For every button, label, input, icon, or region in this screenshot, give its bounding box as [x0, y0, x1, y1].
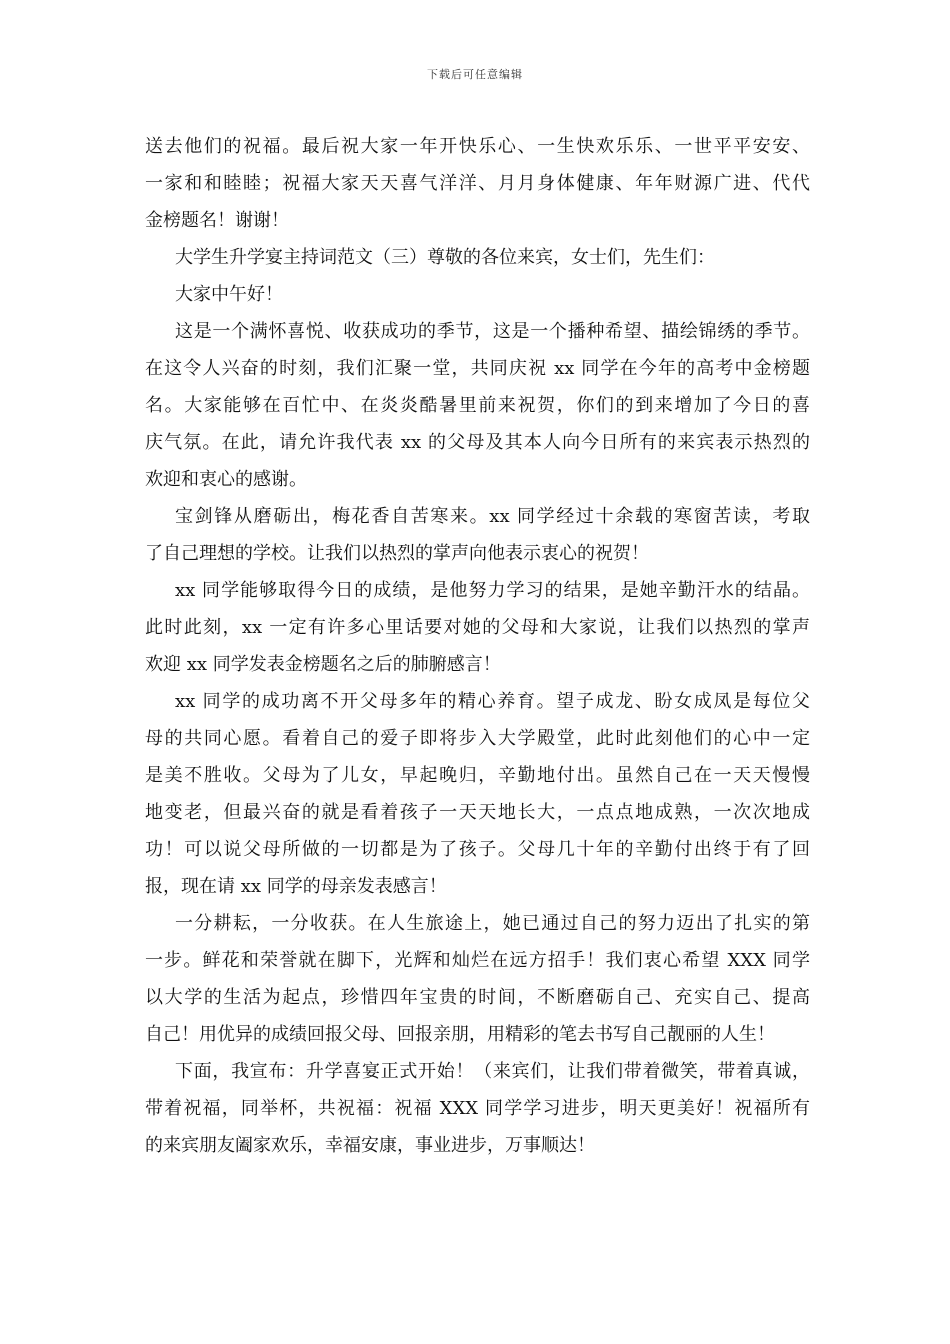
text-line: 母的共同心愿。看着自己的爱子即将步入大学殿堂，此时此刻他们的心中一定: [145, 728, 810, 749]
text-line: 了自己理想的学校。让我们以热烈的掌声向他表示衷心的祝贺！: [145, 543, 649, 564]
text-line: 下面，我宣布：升学喜宴正式开始！（来宾们，让我们带着微笑，带着真诚，: [175, 1061, 810, 1082]
text-line: 功！可以说父母所做的一切都是为了孩子。父母几十年的辛勤付出终于有了回: [145, 839, 810, 860]
text-line: 宝剑锋从磨砺出，梅花香自苦寒来。xx 同学经过十余载的寒窗苦读，考取: [175, 506, 810, 527]
text-line: 这是一个满怀喜悦、收获成功的季节，这是一个播种希望、描绘锦绣的季节。: [175, 321, 810, 342]
text-line: 以大学的生活为起点，珍惜四年宝贵的时间，不断磨砺自己、充实自己、提高: [145, 987, 810, 1008]
text-line: 地变老，但最兴奋的就是看着孩子一天天地长大，一点点地成熟，一次次地成: [145, 802, 810, 823]
text-line: 一家和和睦睦；祝福大家天天喜气洋洋、月月身体健康、年年财源广进、代代: [145, 173, 810, 194]
text-line: 一分耕耘，一分收获。在人生旅途上，她已通过自己的努力迈出了扎实的第: [175, 913, 810, 934]
text-line: 自己！用优异的成绩回报父母、回报亲朋，用精彩的笔去书写自己靓丽的人生！: [145, 1024, 775, 1045]
text-line: 是美不胜收。父母为了儿女，早起晚归，辛勤地付出。虽然自己在一天天慢慢: [145, 765, 810, 786]
text-line: xx 同学能够取得今日的成绩，是他努力学习的结果，是她辛勤汗水的结晶。: [175, 580, 810, 601]
text-line: 此时此刻，xx 一定有许多心里话要对她的父母和大家说，让我们以热烈的掌声: [145, 617, 810, 638]
text-line: 报，现在请 xx 同学的母亲发表感言！: [145, 876, 447, 897]
text-line: 送去他们的祝福。最后祝大家一年开快乐心、一生快欢乐乐、一世平平安安、: [145, 136, 810, 157]
text-line: 的来宾朋友阖家欢乐，幸福安康，事业进步，万事顺达！: [145, 1135, 595, 1156]
text-line: 大学生升学宴主持词范文（三）尊敬的各位来宾，女士们，先生们：: [175, 247, 715, 268]
text-line: 欢迎 xx 同学发表金榜题名之后的肺腑感言！: [145, 654, 501, 675]
page-header: 下载后可任意编辑: [427, 68, 523, 81]
text-line: xx 同学的成功离不开父母多年的精心养育。望子成龙、盼女成凤是每位父: [175, 691, 810, 712]
document-body: [145, 128, 810, 1164]
text-line: 带着祝福，同举杯，共祝福：祝福 XXX 同学学习进步，明天更美好！祝福所有: [145, 1098, 810, 1119]
text-line: 欢迎和衷心的感谢。: [145, 469, 307, 490]
text-line: 大家中午好！: [175, 284, 283, 305]
text-line: 庆气氛。在此，请允许我代表 xx 的父母及其本人向今日所有的来宾表示热烈的: [145, 432, 810, 453]
text-line: 金榜题名！谢谢！: [145, 210, 289, 231]
text-line: 名。大家能够在百忙中、在炎炎酷暑里前来祝贺，你们的到来增加了今日的喜: [145, 395, 810, 416]
text-line: 一步。鲜花和荣誉就在脚下，光辉和灿烂在远方招手！我们衷心希望 XXX 同学: [145, 950, 810, 971]
text-line: 在这令人兴奋的时刻，我们汇聚一堂，共同庆祝 xx 同学在今年的高考中金榜题: [145, 358, 810, 379]
